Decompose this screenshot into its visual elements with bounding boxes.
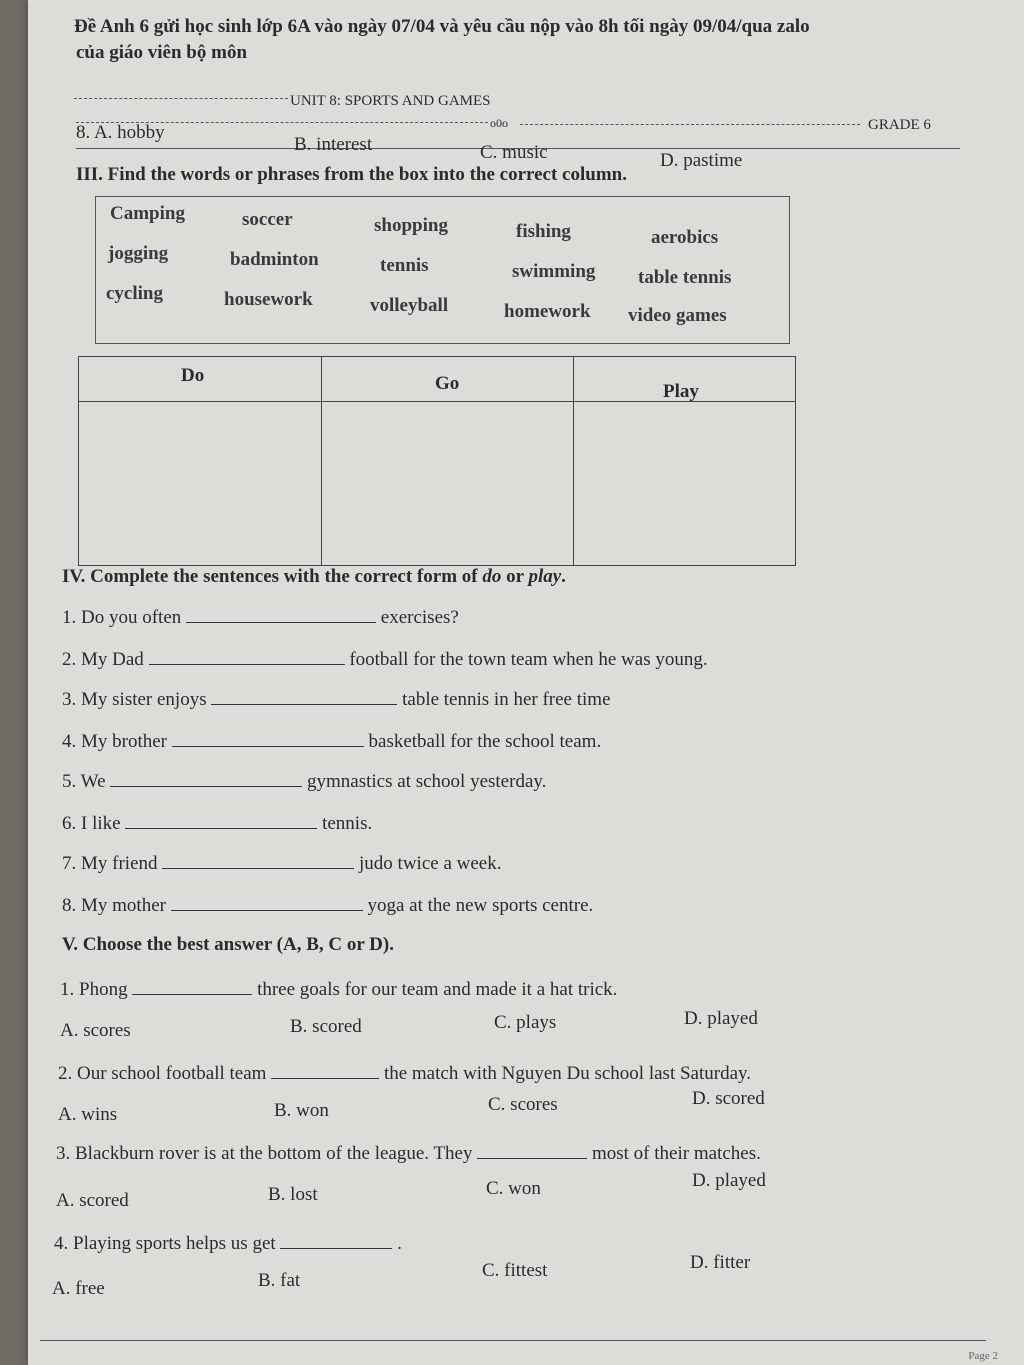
answer-blank[interactable] [162,850,354,869]
section-4-title [62,566,566,588]
question-suffix: the match with Nguyen Du school last Saturday. [383,1063,752,1084]
header-divider [74,98,288,99]
question-prefix: 4. Playing sports helps us get [54,1233,276,1254]
q1-option-a[interactable]: A. scores [60,1020,131,1041]
q3-option-a[interactable]: A. scored [56,1190,129,1211]
section-3-title: III. Find the words or phrases from the box into the correct column. [76,164,627,185]
q2-option-a[interactable]: A. wins [58,1104,118,1125]
word-item: aerobics [651,227,719,248]
question-prefix: 1. Phong [60,979,128,1000]
sentence-suffix: yoga at the new sports centre. [367,895,594,916]
sentence-prefix: 8. My mother [62,895,166,916]
question-2 [58,1060,751,1085]
word-item: volleyball [370,295,449,316]
q3-option-b[interactable]: B. lost [268,1184,318,1205]
sentence-prefix: 1. Do you often [62,607,182,628]
sentence-prefix: 5. We [62,771,106,792]
answer-blank[interactable] [110,768,302,787]
table-divider [321,357,322,565]
question-3 [56,1140,761,1165]
answer-blank[interactable] [132,976,252,995]
q4-option-a[interactable]: A. free [52,1278,105,1299]
question-suffix: three goals for our team and made it a hat trick. [257,979,618,1000]
footer-divider [40,1340,986,1341]
sentence-prefix: 3. My sister enjoys [62,689,207,710]
q1-option-d[interactable]: D. played [684,1008,758,1029]
sentence-prefix: 4. My brother [62,731,168,752]
word-item: video games [628,305,727,326]
column-header-go: Go [435,373,460,394]
answer-blank[interactable] [186,604,376,623]
q8-option-b: B. interest [294,134,373,155]
header-instruction-line1: Đề Anh 6 gửi học sinh lớp 6A vào ngày 07/04 và yêu cầu nộp vào 8h tối ngày 09/04/qua zalo [74,16,810,37]
sentence-7 [62,850,501,875]
section-4-title-end: . [561,566,566,587]
q8-option-d: D. pastime [660,150,743,171]
answer-blank[interactable] [271,1060,379,1079]
word-item: Camping [110,203,185,224]
answer-blank[interactable] [280,1230,392,1249]
answer-blank[interactable] [172,728,364,747]
sentence-suffix: judo twice a week. [359,853,502,874]
word-item: soccer [242,209,293,230]
sentence-3 [62,686,611,711]
word-item: tennis [380,255,429,276]
q4-option-c[interactable]: C. fittest [482,1260,548,1281]
sentence-suffix: gymnastics at school yesterday. [307,771,547,792]
question-suffix: most of their matches. [591,1143,761,1164]
word-box [95,196,790,344]
sentence-prefix: 6. I like [62,813,121,834]
word-item: badminton [230,249,319,270]
question-prefix: 3. Blackburn rover is at the bottom of the league. They [56,1143,473,1164]
q2-option-d[interactable]: D. scored [692,1088,765,1109]
q1-option-c[interactable]: C. plays [494,1012,557,1033]
word-item: fishing [516,221,571,242]
question-suffix: . [397,1233,402,1254]
word-item: swimming [512,261,596,282]
sentence-suffix: basketball for the school team. [368,731,602,752]
sentence-suffix: exercises? [380,607,459,628]
question-1 [60,976,617,1001]
sentence-suffix: table tennis in her free time [402,689,611,710]
column-header-do: Do [181,365,205,386]
sentence-4 [62,728,601,753]
section-4-title-or: or [501,566,529,587]
column-header-play: Play [663,381,699,402]
q1-option-b[interactable]: B. scored [290,1016,362,1037]
table-divider [573,357,574,565]
sentence-suffix: tennis. [322,813,373,834]
sentence-6 [62,810,372,835]
unit-title: UNIT 8: SPORTS AND GAMES [290,93,491,109]
sentence-8 [62,892,593,917]
sentence-suffix: football for the town team when he was young. [349,649,708,670]
q2-option-b[interactable]: B. won [274,1100,329,1121]
word-item: homework [504,301,591,322]
answer-blank[interactable] [477,1140,587,1159]
page-number: Page 2 [968,1350,998,1362]
word-item: shopping [374,215,448,236]
section-4-title-do: do [482,566,502,587]
sentence-prefix: 2. My Dad [62,649,144,670]
word-item: housework [224,289,313,310]
q3-option-d[interactable]: D. played [692,1170,766,1191]
question-4 [54,1230,402,1255]
section-4-title-play: play [528,566,562,587]
answer-blank[interactable] [149,646,345,665]
word-item: jogging [108,243,169,264]
sentence-2 [62,646,708,671]
header-divider [520,124,860,125]
q4-option-d[interactable]: D. fitter [690,1252,751,1273]
header-instruction-line2: của giáo viên bộ môn [76,42,248,63]
section-4-title-text: IV. Complete the sentences with the correct form of [62,566,483,587]
answer-blank[interactable] [211,686,397,705]
word-item: table tennis [638,267,732,288]
sentence-1 [62,604,459,629]
q2-option-c[interactable]: C. scores [488,1094,558,1115]
word-item: cycling [106,283,163,304]
sorting-table [78,356,796,566]
decorative-mark: o0o [490,116,508,130]
answer-blank[interactable] [125,810,317,829]
q8-option-c: C. music [480,142,548,163]
answer-blank[interactable] [171,892,363,911]
sentence-prefix: 7. My friend [62,853,158,874]
q3-option-c[interactable]: C. won [486,1178,541,1199]
q4-option-b[interactable]: B. fat [258,1270,301,1291]
sentence-5 [62,768,546,793]
question-prefix: 2. Our school football team [58,1063,267,1084]
section-5-title: V. Choose the best answer (A, B, C or D). [62,934,394,955]
q8-option-a: 8. A. hobby [76,122,165,143]
grade-label: GRADE 6 [868,117,931,133]
